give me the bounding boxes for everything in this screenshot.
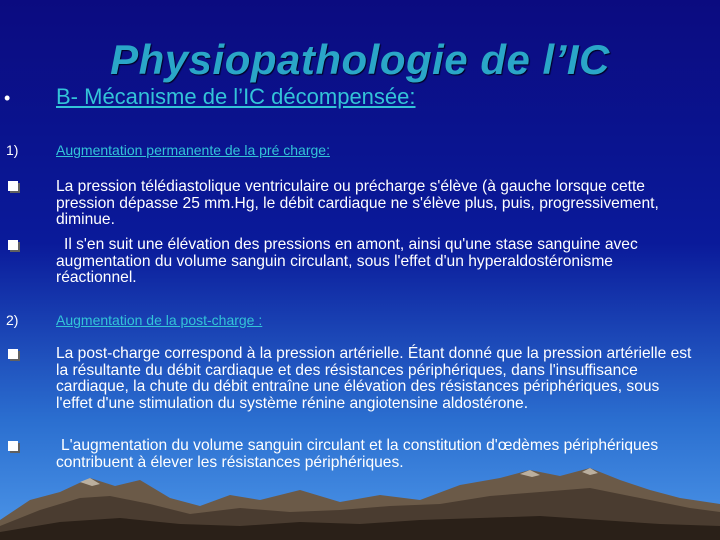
section-heading-2: Augmentation de la post-charge : bbox=[56, 312, 263, 328]
section-heading-1: Augmentation permanente de la pré charge: bbox=[56, 142, 330, 158]
square-bullet-icon bbox=[8, 349, 18, 359]
square-bullet-icon bbox=[8, 181, 18, 191]
paragraph-preload-1: La pression télédiastolique ventriculaire ou précharge s'élève (à gauche lorsque cette pression dépasse 25 mm.Hg, le débit cardiaque ne s'élève plus, puis, progressivement, diminue. bbox=[56, 178, 659, 229]
slide-subtitle: B- Mécanisme de l’IC décompensée: bbox=[56, 84, 416, 109]
bullet-dot: • bbox=[4, 88, 11, 108]
section-number-2: 2) bbox=[6, 312, 19, 328]
paragraph-afterload-2: L'augmentation du volume sanguin circulant et la constitution d'œdèmes périphériques contribuent à élever les résistances périphériques. bbox=[56, 437, 659, 471]
paragraph-preload-2: Il s'en suit une élévation des pressions en amont, ainsi qu'une stase sanguine avec augmentation du volume sanguin circulant, sous l'effet d'un hyperaldostéronisme réactionnel. bbox=[56, 236, 638, 287]
square-bullet-icon bbox=[8, 240, 18, 250]
mountain-landscape bbox=[0, 437, 720, 540]
paragraph-afterload-1: La post-charge correspond à la pression artérielle. Étant donné que la pression artérielle est la résultante du débit cardiaque et des résistances périphériques, dans l'insuffisance cardiaque, la chute du débit entraîne une élévation des résistances périphériques, sous l'effet d'une stimulation du système rénine angiotensine aldostérone. bbox=[56, 345, 692, 412]
slide-title: Physiopathologie de l’IC bbox=[110, 36, 610, 83]
section-number-1: 1) bbox=[6, 142, 19, 158]
